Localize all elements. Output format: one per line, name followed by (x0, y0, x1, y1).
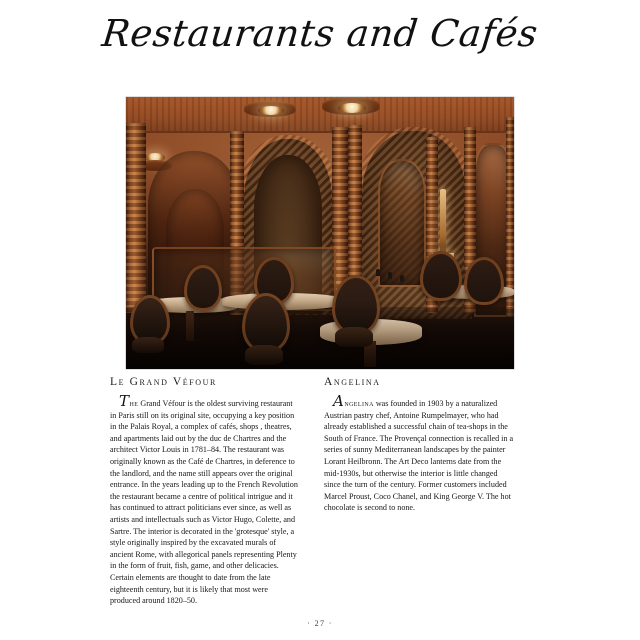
chair-back (332, 275, 380, 335)
chair-back (184, 265, 222, 311)
body-text: Grand Véfour is the oldest surviving restaurant in Paris still on its original site, occupying a key position in the Palais Royal, a complex of cafés, shops , theatres, and apartments laid out by the duc de Chartres and the architect Victor Louis in 1781–84. The restaurant was originally known as the Café de Chartres, in deference to the landlord, and the name still appears over the original entrance. In the years leading up to the French Revolution the restaurant became a centre of political intrigue and it has continued to attract politicians ever since, as well as artists and intellectuals such as Victor Hugo, Colette, and Sartre. The interior is decorated in the 'grotesque' style, a style originally inspired by the excavated murals of ancient Rome, with allegorical panels representing Plenty in the form of fruit, fish, game, and other delicacies. Certain elements are thought to date from the late eighteenth century, but it is likely that most were produced around 1820–50. (110, 399, 298, 606)
ceiling-lamp-center (258, 106, 284, 115)
ceiling-band (126, 97, 514, 133)
photo-scene (126, 97, 514, 369)
table-left-leg (186, 311, 194, 341)
page-title: Restaurants and Cafés (99, 12, 540, 55)
chair-back (464, 257, 504, 305)
lead-smallcaps: he (129, 399, 139, 408)
floor (126, 307, 514, 369)
column-body (324, 392, 514, 514)
wall-sconce (440, 189, 446, 255)
page-number: · 27 · (307, 619, 333, 628)
coat-hook-1 (376, 269, 380, 276)
chair-seat (245, 345, 283, 365)
drop-cap-initial: A (333, 392, 344, 410)
column-heading: Le Grand Véfour (110, 376, 217, 388)
pilaster-left-edge (126, 123, 146, 313)
chair-seat (132, 337, 164, 353)
chair-back (420, 251, 462, 301)
coat-hook-3 (400, 275, 404, 282)
column-le-grand-vefour (110, 376, 300, 607)
chair-back (242, 293, 290, 353)
body-text: was founded in 1903 by a naturalized Austrian pastry chef, Antoine Rumpelmayer, who had already established a successful chain of tea-shops in the South of France. The Provençal connection is recalled in a series of sunny Mediterranean landscapes by the painter Lorant Heilbronn. The Art Deco lanterns date from the mid-1930s, but otherwise the interior is little changed since the turn of the century. Former customers included Marcel Proust, Coco Chanel, and King George V. The hot chocolate is second to none. (324, 399, 514, 513)
coat-hook-2 (388, 272, 392, 279)
text-columns (110, 376, 514, 607)
lead-smallcaps: ngelina (344, 399, 374, 408)
column-angelina (324, 376, 514, 607)
drop-cap-initial: T (119, 392, 130, 410)
column-body (110, 392, 300, 607)
ceiling-lamp-right (338, 103, 366, 113)
mural-panel-right (378, 159, 426, 287)
restaurant-interior-photo (126, 97, 514, 369)
column-heading: Angelina (324, 376, 381, 388)
chair-seat (335, 327, 373, 347)
